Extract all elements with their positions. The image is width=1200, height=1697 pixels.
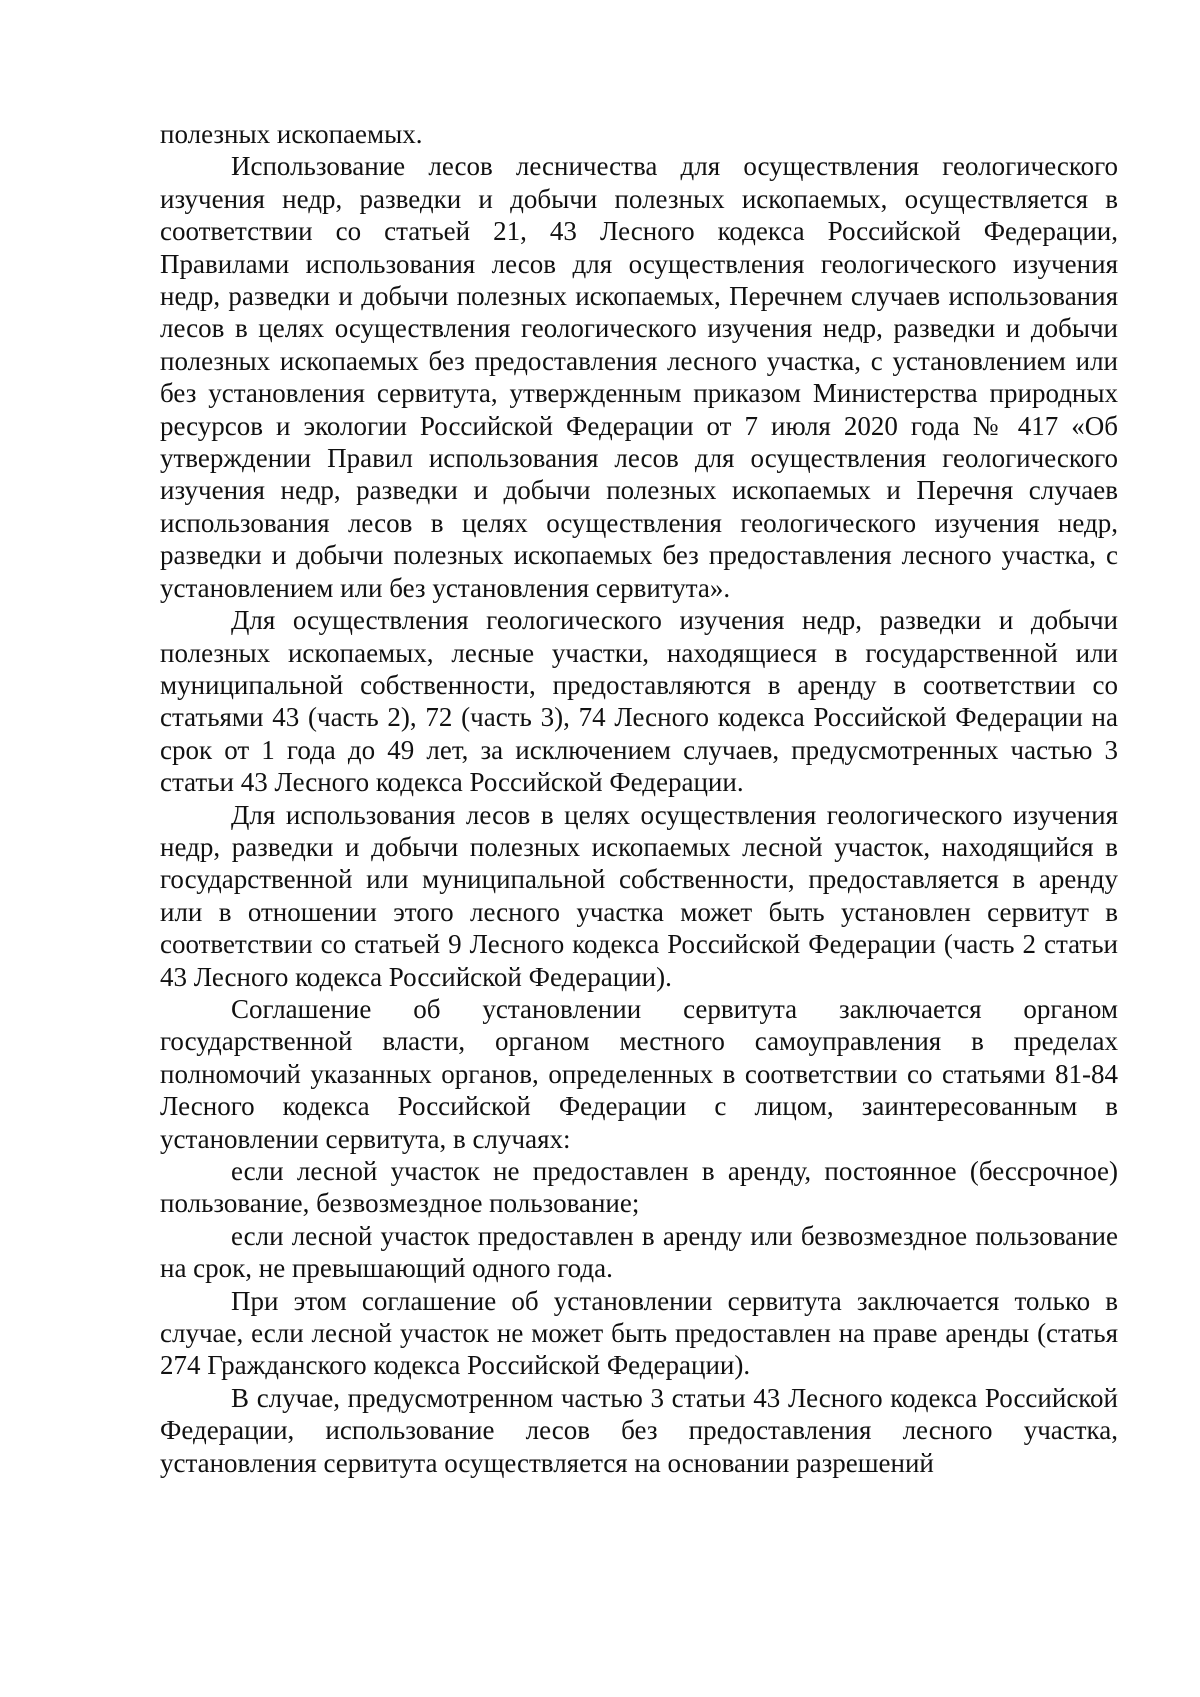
- paragraph-case-not-leased: если лесной участок не предоставлен в аренду, постоянное (бессрочное) пользование, безвозмездное пользование;: [160, 1156, 1118, 1219]
- paragraph-lease-or-servitude: Для использования лесов в целях осуществления геологического изучения недр, разведки и добычи полезных ископаемых лесной участок, находящийся в государственной или муниципальной собственности, предоставляется в аренду или в отношении этого лесного участка может быть установлен сервитут в соответствии со статьей 9 Лесного кодекса Российской Федерации (часть 2 статьи 43 Лесного кодекса Российской Федерации).: [160, 799, 1118, 992]
- paragraph-permit-based-use: В случае, предусмотренном частью 3 статьи 43 Лесного кодекса Российской Федерации, использование лесов без предоставления лесного участка, установления сервитута осуществляется на основании разрешений: [160, 1382, 1118, 1478]
- paragraph-case-short-term: если лесной участок предоставлен в аренду или безвозмездное пользование на срок, не превышающий одного года.: [160, 1220, 1118, 1284]
- paragraph-geology-forest-use: Использование лесов лесничества для осуществления геологического изучения недр, разведки и добычи полезных ископаемых, осуществляется в соответствии со статьей 21, 43 Лесного кодекса Российской Федерации, Правилами использования лесов для осуществления геологического изучения недр, разведки и добычи полезных ископаемых, Перечнем случаев использования лесов в целях осуществления геологического изучения недр, разведки и добычи полезных ископаемых без предоставления лесного участка, с установлением или без установления сервитута, утвержденным приказом Министерства природных ресурсов и экологии Российской Федерации от 7 июля 2020 года № 417 «Об утверждении Правил использования лесов для осуществления геологического изучения недр, разведки и добычи полезных ископаемых и Перечня случаев использования лесов в целях осуществления геологического изучения недр, разведки и добычи полезных ископаемых без предоставления лесного участка, с установлением или без установления сервитута».: [160, 151, 1118, 603]
- paragraph-lease-terms: Для осуществления геологического изучения недр, разведки и добычи полезных ископаемых, лесные участки, находящиеся в государственной или муниципальной собственности, предоставляются в аренду в соответствии со статьями 43 (часть 2), 72 (часть 3), 74 Лесного кодекса Российской Федерации на срок от 1 года до 49 лет, за исключением случаев, предусмотренных частью 3 статьи 43 Лесного кодекса Российской Федерации.: [160, 605, 1118, 798]
- paragraph-servitude-condition: При этом соглашение об установлении сервитута заключается только в случае, если лесной участок не может быть предоставлен на праве аренды (статья 274 Гражданского кодекса Российской Федерации).: [160, 1285, 1118, 1381]
- document-body: [160, 118, 1118, 1479]
- paragraph-servitude-agreement: Соглашение об установлении сервитута заключается органом государственной власти, органом местного самоуправления в пределах полномочий указанных органов, определенных в соответствии со статьями 81-84 Лесного кодекса Российской Федерации с лицом, заинтересованным в установлении сервитута, в случаях:: [160, 993, 1118, 1154]
- paragraph-continuation: полезных ископаемых.: [160, 119, 423, 149]
